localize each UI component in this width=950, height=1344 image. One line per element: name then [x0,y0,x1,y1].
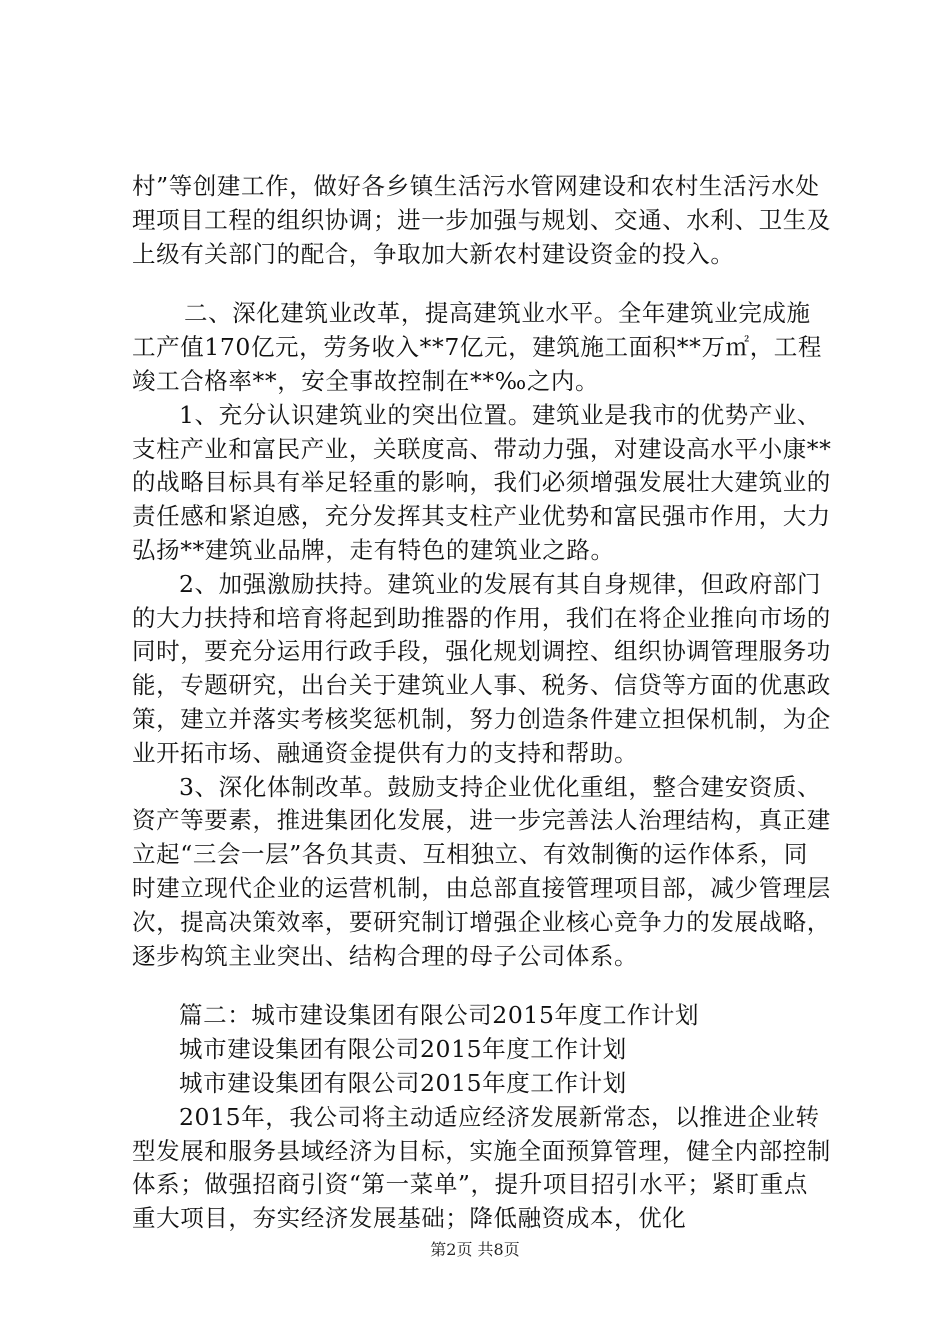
paragraph-part-two-title: 篇二：城市建设集团有限公司2015年度工作计划 [179,1001,700,1030]
paragraph-item-2: 2、加强激励扶持。建筑业的发展有其自身规律，但政府部门的大力扶持和培育将起到助推器的作用，我们在将企业推向市场的同时，要充分运用行政手段，强化规划调控、组织协调管理服务功能，专题研究，出台关于建筑业人事、税务、信贷等方面的优惠政策，建立并落实考核奖惩机制，努力创造条件建立担保机制，为企业开拓市场、融通资金提供有力的支持和帮助。 [132,569,831,767]
paragraph-plan-title: 城市建设集团有限公司2015年度工作计划 [179,1035,627,1064]
paragraph-section-two-heading: 二、深化建筑业改革，提高建筑业水平。全年建筑业完成施工产值170亿元，劳务收入**7亿元，建筑施工面积**万㎡，工程竣工合格率**，安全事故控制在**‰之内。 [132,299,823,395]
paragraph-continuation: 村”等创建工作，做好各乡镇生活污水管网建设和农村生活污水处理项目工程的组织协调；进一步加强与规划、交通、水利、卫生及上级有关部门的配合，争取加大新农村建设资金的投入。 [132,172,831,268]
paragraph-plan-title-repeat: 城市建设集团有限公司2015年度工作计划 [179,1068,627,1097]
document-body [132,170,832,1236]
paragraph-item-3: 3、深化体制改革。鼓励支持企业优化重组，整合建安资质、资产等要素，推进集团化发展，进一步完善法人治理结构，真正建立起“三会一层”各负其责、互相独立、有效制衡的运作体系，同时建立现代企业的运营机制，由总部直接管理项目部，减少管理层次，提高决策效率，要研究制订增强企业核心竞争力的发展战略，逐步构筑主业突出、结构合理的母子公司体系。 [132,772,831,970]
paragraph-item-1: 1、充分认识建筑业的突出位置。建筑业是我市的优势产业、支柱产业和富民产业，关联度高、带动力强，对建设高水平小康**的战略目标具有举足轻重的影响，我们必须增强发展壮大建筑业的责任感和紧迫感，充分发挥其支柱产业优势和富民强市作用，大力弘扬**建筑业品牌，走有特色的建筑业之路。 [132,400,832,564]
page-number-footer: 第2页 共8页 [430,1240,520,1259]
paragraph-plan-intro: 2015年，我公司将主动适应经济发展新常态，以推进企业转型发展和服务县域经济为目标，实施全面预算管理，健全内部控制体系；做强招商引资“第一菜单”，提升项目招引水平；紧盯重点重大项目，夯实经济发展基础；降低融资成本，优化 [132,1102,831,1233]
